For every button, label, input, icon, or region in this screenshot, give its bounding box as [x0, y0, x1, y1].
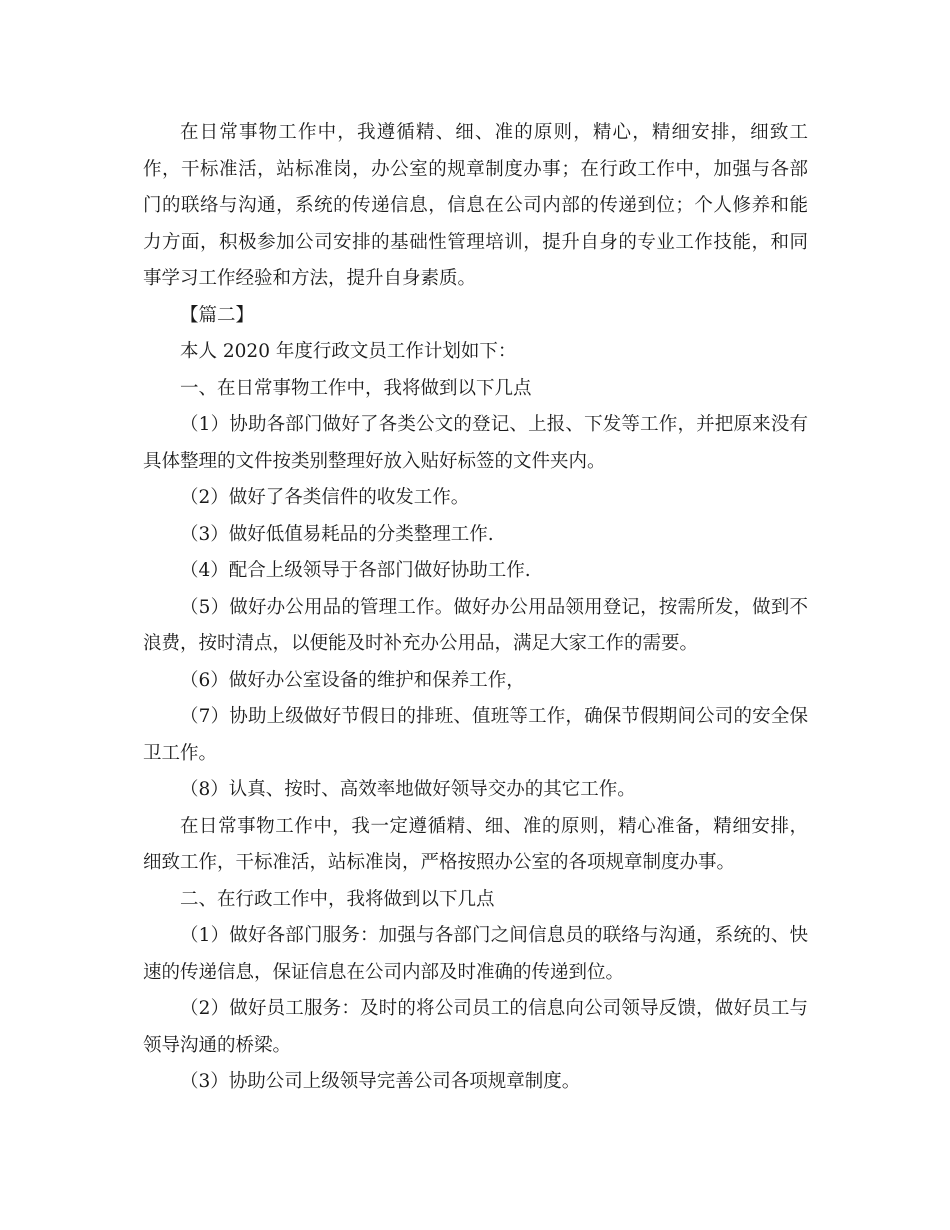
- paragraph-summary: 在日常事物工作中，我遵循精、细、准的原则，精心，精细安排，细致工作，干标准活，站标准岗，办公室的规章制度办事；在行政工作中，加强与各部门的联络与沟通，系统的传递信息，信息在公司内部的传递到位；个人修养和能力方面，积极参加公司安排的基础性管理培训，提升自身的专业工作技能，和同事学习工作经验和方法，提升自身素质。: [143, 122, 808, 289]
- list-item: （6）做好办公室设备的维护和保养工作，: [180, 669, 525, 691]
- list-item: （5）做好办公用品的管理工作。做好办公用品领用登记，按需所发，做到不浪费，按时清点，以便能及时补充办公用品，满足大家工作的需要。: [143, 596, 808, 654]
- list-item: （7）协助上级做好节假日的排班、值班等工作，确保节假期间公司的安全保卫工作。: [143, 706, 808, 764]
- section-heading-administration: 二、在行政工作中，我将做到以下几点: [180, 888, 495, 910]
- list-item: （2）做好了各类信件的收发工作。: [180, 487, 470, 508]
- list-item: （4）配合上级领导于各部门做好协助工作.: [180, 560, 531, 581]
- list-item: （3）做好低值易耗品的分类整理工作.: [180, 523, 494, 545]
- list-item: （1）协助各部门做好了各类公文的登记、上报、下发等工作，并把原来没有具体整理的文件按类别整理好放入贴好标签的文件夹内。: [143, 414, 808, 472]
- list-item: （1）做好各部门服务：加强与各部门之间信息员的联络与沟通，系统的、快速的传递信息，保证信息在公司内部及时准确的传递到位。: [143, 925, 808, 983]
- list-item: （2）做好员工服务：及时的将公司员工的信息向公司领导反馈，做好员工与领导沟通的桥梁。: [143, 998, 808, 1056]
- list-item: （3）协助公司上级领导完善公司各项规章制度。: [180, 1071, 581, 1092]
- plan-intro: 本人 2020 年度行政文员工作计划如下：: [180, 341, 517, 362]
- paragraph-daily-summary: 在日常事物工作中，我一定遵循精、细、准的原则，精心准备，精细安排，细致工作，干标准活，站标准岗，严格按照办公室的各项规章制度办事。: [143, 815, 808, 873]
- list-item: （8）认真、按时、高效率地做好领导交办的其它工作。: [180, 779, 636, 800]
- document-body: [143, 115, 808, 1101]
- section-heading-daily-affairs: 一、在日常事物工作中，我将做到以下几点: [180, 377, 532, 399]
- section-heading-part-two: 【篇二】: [180, 304, 255, 326]
